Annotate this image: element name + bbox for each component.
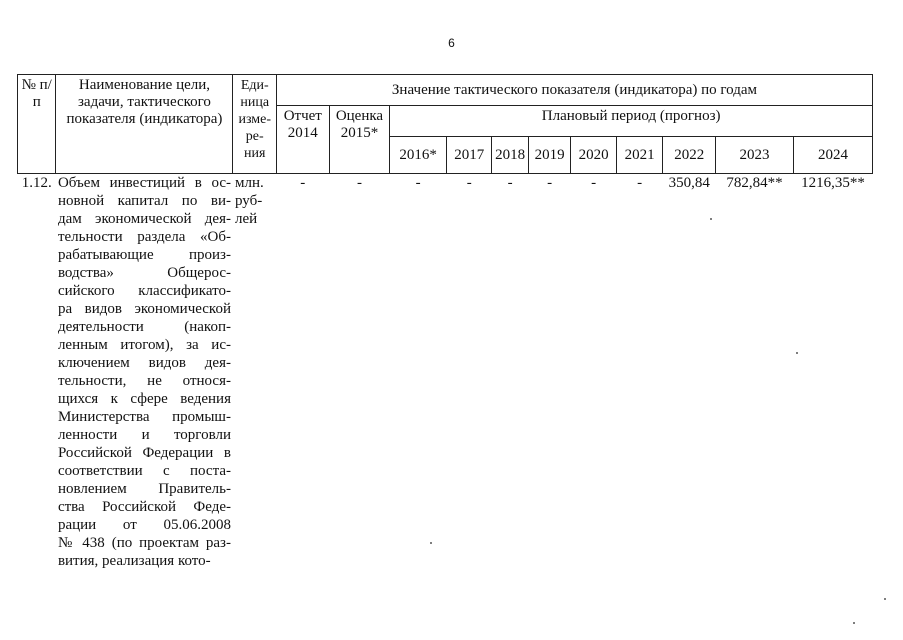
text-line: ключением видов дея- <box>57 355 231 371</box>
text-line: ства Российской Феде- <box>57 499 231 515</box>
scan-speck <box>853 622 855 624</box>
header-estimate-2015: Оценка 2015* <box>329 106 390 174</box>
page-number: 6 <box>448 36 455 50</box>
row-number: 1.12. <box>21 175 52 191</box>
text-line: сийского классификато- <box>57 283 231 299</box>
scan-speck <box>796 352 798 354</box>
text-line: лей <box>234 211 258 227</box>
scan-speck <box>884 598 886 600</box>
table-row <box>18 174 873 571</box>
value-2017: - <box>466 175 472 191</box>
header-year-2024: 2024 <box>793 137 872 174</box>
header-year-2017: 2017 <box>446 137 492 174</box>
value-report-2014: - <box>300 175 306 191</box>
header-year-2019: 2019 <box>528 137 570 174</box>
text-line: вития, реализация кото- <box>57 553 211 569</box>
row-name <box>56 174 233 571</box>
value-2024: 1216,35** <box>801 175 865 191</box>
value-estimate-2015: - <box>356 175 362 191</box>
text-line: дам экономической дея- <box>57 211 231 227</box>
header-name: Наименование цели, задачи, тактического показателя (индикатора) <box>56 75 233 174</box>
text-line: водства» Общерос- <box>57 265 231 281</box>
text-line: Российской Федерации в <box>57 445 231 461</box>
header-year-2018: 2018 <box>492 137 528 174</box>
text-line: ленности и торговли <box>57 427 231 443</box>
value-2016: - <box>415 175 421 191</box>
text-line: Объем инвестиций в ос- <box>57 175 231 191</box>
row-unit <box>233 174 277 571</box>
header-num: № п/п <box>18 75 56 174</box>
header-year-2023: 2023 <box>716 137 794 174</box>
text-line: соответствии с поста- <box>57 463 231 479</box>
header-year-2021: 2021 <box>616 137 663 174</box>
text-line: новной капитал по ви- <box>57 193 231 209</box>
header-unit: Еди-ница изме-ре-ния <box>233 75 277 174</box>
header-year-2020: 2020 <box>571 137 617 174</box>
text-line: млн. <box>234 175 264 191</box>
text-line: № 438 (по проектам раз- <box>57 535 231 551</box>
scan-speck <box>710 218 712 220</box>
text-line: Министерства промыш- <box>57 409 231 425</box>
text-line: ра видов экономической <box>57 301 231 317</box>
value-2021: - <box>637 175 643 191</box>
header-values-group: Значение тактического показателя (индикатора) по годам <box>276 75 872 106</box>
text-line: новлением Правитель- <box>57 481 231 497</box>
value-2023: 782,84** <box>726 175 783 191</box>
indicator-table <box>17 74 873 570</box>
text-line: тельности раздела «Об- <box>57 229 231 245</box>
text-line: щихся к сфере ведения <box>57 391 231 407</box>
text-line: ленным итогом), за ис- <box>57 337 231 353</box>
header-year-2022: 2022 <box>663 137 716 174</box>
text-line: руб- <box>234 193 263 209</box>
value-2020: - <box>591 175 597 191</box>
header-report-2014: Отчет 2014 <box>276 106 329 174</box>
text-line: деятельности (накоп- <box>57 319 231 335</box>
header-plan-period: Плановый период (прогноз) <box>390 106 873 137</box>
text-line: тельности, не относя- <box>57 373 231 389</box>
value-2018: - <box>507 175 513 191</box>
text-line: рации от 05.06.2008 <box>57 517 231 533</box>
text-line: рабатывающие произ- <box>57 247 231 263</box>
value-2019: - <box>547 175 553 191</box>
scan-speck <box>430 542 432 544</box>
header-year-2016: 2016* <box>390 137 447 174</box>
value-2022: 350,84 <box>668 175 710 191</box>
